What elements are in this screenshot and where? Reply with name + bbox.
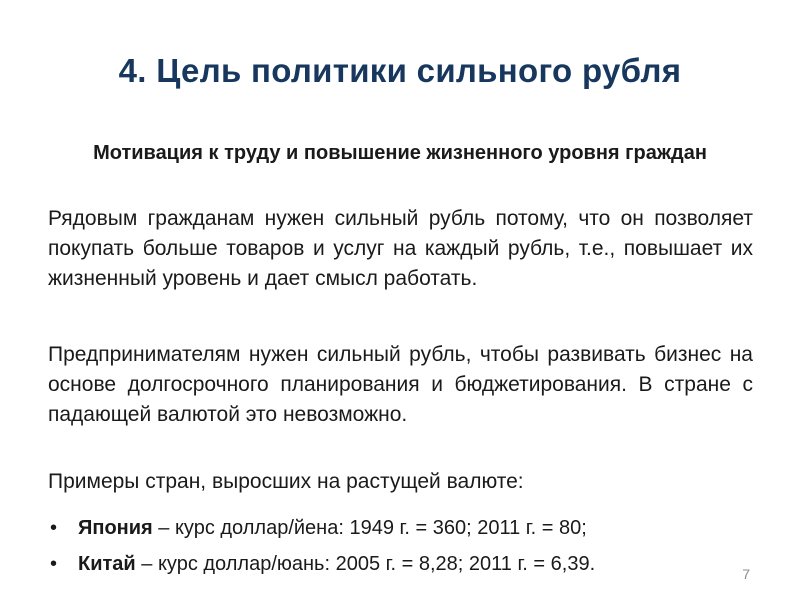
bullet-icon: • xyxy=(50,553,58,575)
country-name: Япония xyxy=(78,517,153,539)
list-item-china xyxy=(48,546,753,582)
exchange-rate-text: – курс доллар/юань: 2005 г. = 8,28; 2011 г. = 6,39. xyxy=(135,553,596,575)
paragraph-entrepreneurs: Предпринимателям нужен сильный рубль, чтобы развивать бизнес на основе долгосрочного планирования и бюджетирования. В стране с падающей валютой это невозможно. xyxy=(48,343,753,426)
slide-subtitle: Мотивация к труду и повышение жизненного уровня граждан xyxy=(93,142,707,164)
examples-list xyxy=(48,510,753,582)
paragraph-citizens: Рядовым гражданам нужен сильный рубль потому, что он позволяет покупать больше товаров и услуг на каждый рубль, т.е., повышает их жизненный уровень и дает смысл работать. xyxy=(48,207,753,290)
country-name: Китай xyxy=(78,553,136,575)
paragraph-examples-intro: Примеры стран, выросших на растущей валюте: xyxy=(48,470,524,493)
list-item-japan xyxy=(48,510,753,546)
page-number: 7 xyxy=(742,566,750,582)
slide-title: 4. Цель политики сильного рубля xyxy=(118,52,682,89)
exchange-rate-text: – курс доллар/йена: 1949 г. = 360; 2011 г. = 80; xyxy=(152,517,587,539)
bullet-icon: • xyxy=(50,517,58,539)
